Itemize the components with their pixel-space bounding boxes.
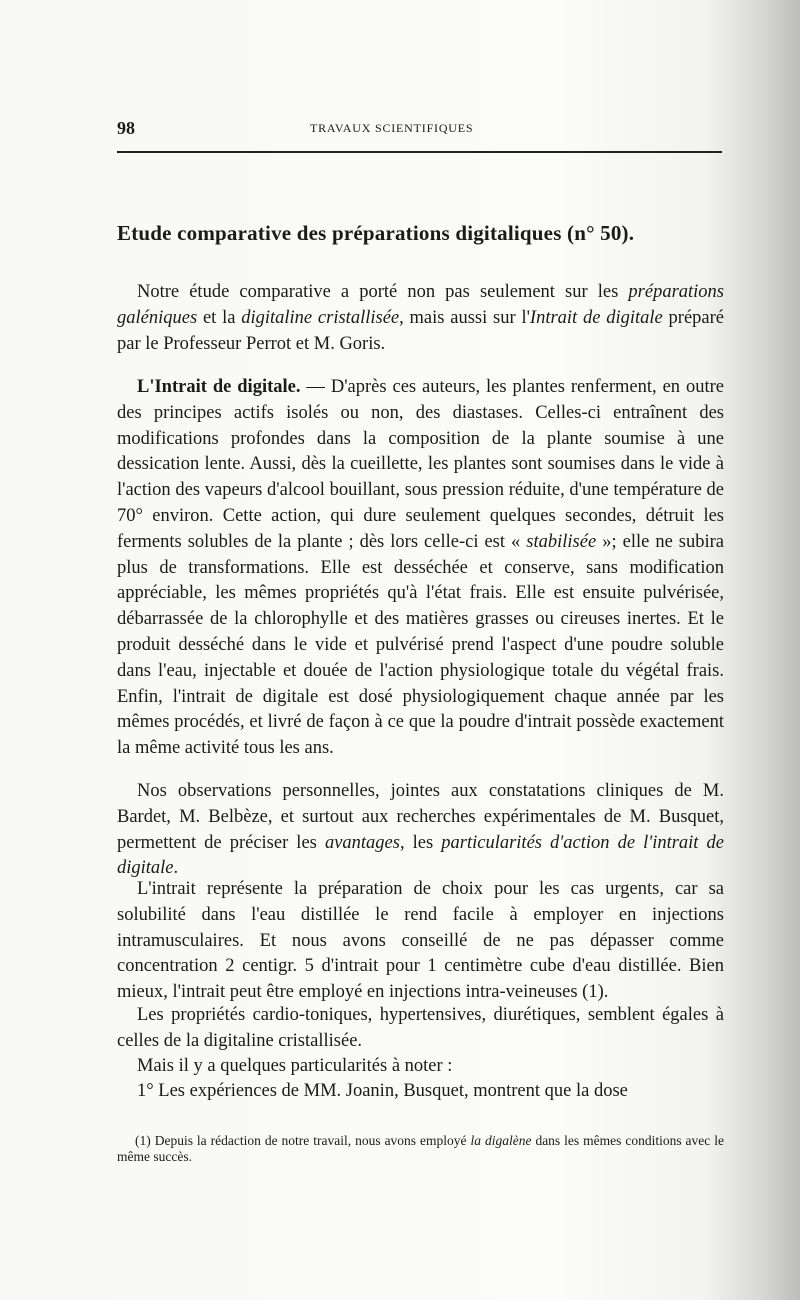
emphasis: Intrait de digitale [529,307,663,328]
emphasis: stabilisée [526,531,597,552]
text-run: Nos observations personnelles, jointes aux constatations cliniques de M. Bardet, M. Belbèze, et surtout aux recherches expérimentales de M. Busquet, permettent de préciser les [117,781,724,853]
article-title: Etude comparative des préparations digitaliques (n° 50). [117,221,635,245]
paragraph-particularities: Mais il y a quelques particularités à noter : [137,1056,453,1076]
text-run: Notre étude comparative a porté non pas seulement sur les [137,282,629,302]
paragraph-observations [117,779,724,882]
paragraph-intrait [117,375,724,762]
text-run: . [173,858,179,879]
text-run: , les [399,832,442,853]
running-head: TRAVAUX SCIENTIFIQUES [310,121,474,135]
emphasis: préparations galéniques [117,282,724,328]
paragraph-properties: Les propriétés cardio-toniques, hypertensives, diurétiques, semblent égales à celles de la digitaline cristallisée. [117,1005,724,1051]
emphasis: particularités d'action de l'intrait de digitale [117,832,724,879]
paragraph-intro [117,280,724,357]
text-run: dans les mêmes conditions avec le même succès. [117,1133,724,1164]
paragraph-point-1: 1° Les expériences de MM. Joanin, Busquet, montrent que la dose [137,1081,628,1101]
header-rule [117,151,722,153]
paragraph-urgent-use: L'intrait représente la préparation de choix pour les cas urgents, car sa solubilité dans l'eau distillée le rend facile à employer en injections intramusculaires. Et nous avons conseillé de ne pas dépasser comme concentration 2 centigr. 5 d'intrait pour 1 centimètre cube d'eau distillée. Bien mieux, l'intrait peut être employé en injections intra-veineuses (1). [117,879,724,1003]
text-run: préparé par le Professeur Perrot et M. Goris. [117,307,725,354]
emphasis: digitaline cristallisée [241,307,400,328]
text-run: — D'après ces auteurs, les plantes renferment, en outre des principes actifs isolés ou non, des diastases. Celles-ci entraînent des modifications profondes dans la composition de la plante soumise à une dessication lente. Aussi, dès la cueillette, les plantes sont soumises dans le vide à l'action des vapeurs d'alcool bouillant, sous pression réduite, d'une température de 70° environ. Cette action, qui dure seulement quelques secondes, détruit les ferments solubles de la plante ; dès lors celle-ci est « [117,377,724,552]
page-number: 98 [117,118,135,138]
text-run: et la [197,307,242,328]
text-run: (1) Depuis la rédaction de notre travail, nous avons employé [135,1133,471,1148]
section-lead: L'Intrait de digitale. [137,377,301,397]
text-run: »; elle ne subira plus de transformations. Elle est desséchée et conserve, sans modification appréciable, les mêmes propriétés qu'à l'état frais. Elle est ensuite pulvérisée, débarrassée de la chlorophylle et des matières grasses ou cireuses inertes. Et le produit desséché dans le vide et pulvérisé prend l'aspect d'une poudre soluble dans l'eau, injectable et douée de l'action physiologique totale du végétal frais. Enfin, l'intrait de digitale est dosé physiologiquement chaque année par les mêmes procédés, et livré de façon à ce que la poudre d'intrait possède exactement la même activité tous les ans. [117,531,725,759]
emphasis: avantages [324,832,400,853]
footnote [117,1133,724,1165]
emphasis: la digalène [470,1133,532,1148]
text-run: , mais aussi sur l' [399,307,530,328]
